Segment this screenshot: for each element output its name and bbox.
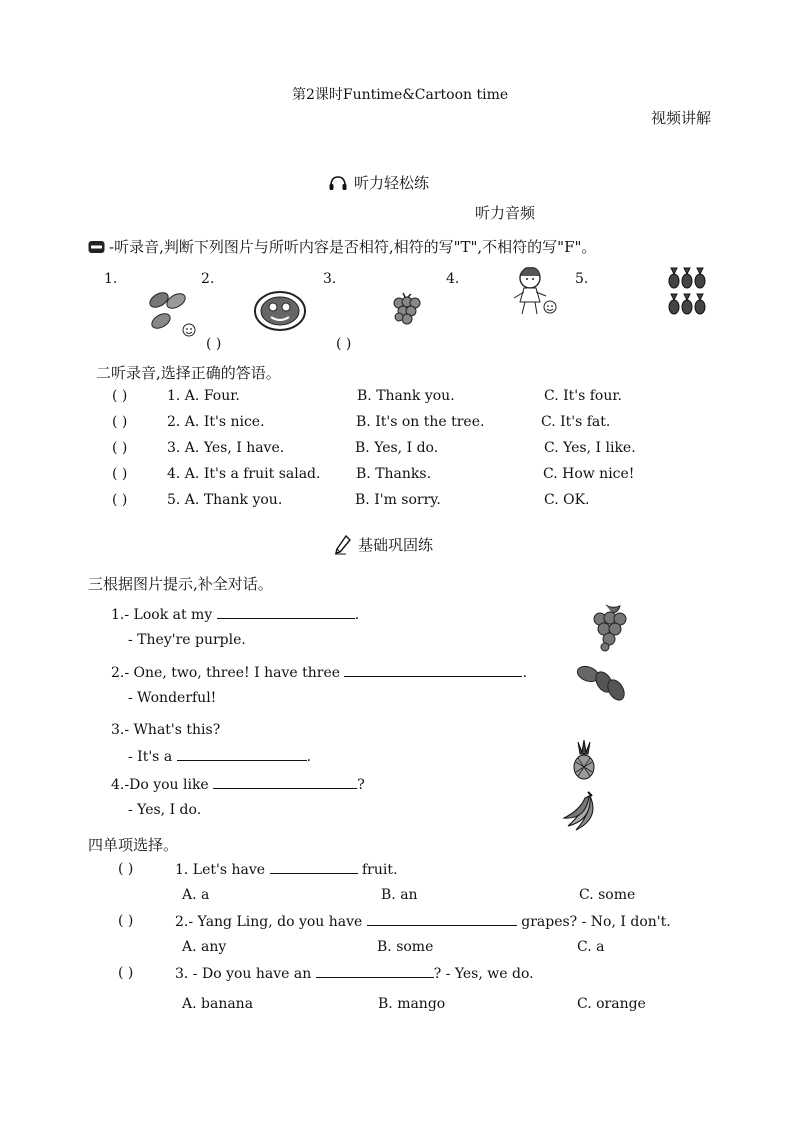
q4-item-1-option-a: A. a [182, 887, 210, 903]
pineapples-image [666, 266, 712, 318]
q4-paren-2[interactable]: ( ) [118, 913, 134, 929]
q4-item-2-stem [175, 913, 671, 930]
q2-option-c-4: C. How nice! [543, 466, 635, 482]
q4-item-1-option-b: B. an [381, 887, 418, 903]
headphones-icon [328, 174, 348, 192]
q2-option-b-1: B. Thank you. [357, 388, 455, 404]
pineapple-image [570, 740, 598, 780]
q3-item-2-question [111, 664, 527, 681]
q3-item-1-end: . [354, 607, 360, 623]
q1-number-2: 2. [201, 271, 215, 287]
q3-item-2-text: 2.- One, two, three! I have three [111, 665, 341, 681]
q3-item-4-answer: - Yes, I do. [128, 802, 202, 818]
q3-item-1-answer: - They're purple. [128, 632, 246, 648]
q4-item-1-option-c: C. some [579, 887, 636, 903]
q1-instruction [88, 236, 596, 257]
q3-item-3-answer-text: - It's a [128, 749, 173, 765]
section-basic-title: 基础巩固练 [358, 536, 434, 554]
q4-item-3-blank[interactable] [316, 965, 434, 978]
q2-option-a-5: 5. A. Thank you. [167, 492, 283, 508]
girl-smile-image [510, 266, 558, 318]
q4-item-1-stem-text: 1. Let's have [175, 862, 266, 878]
page-title: 第2课时Funtime&Cartoon time [292, 87, 509, 103]
q1-answer-paren-2[interactable]: ( ) [336, 336, 352, 352]
q2-paren-1[interactable]: ( ) [112, 388, 128, 404]
q3-item-3-answer [128, 748, 311, 765]
q3-item-2-blank[interactable] [344, 664, 522, 677]
q4-paren-1[interactable]: ( ) [118, 861, 134, 877]
q4-item-2-option-a: A. any [182, 939, 227, 955]
q3-item-4-text: 4.-Do you like [111, 777, 209, 793]
pencil-icon [334, 535, 352, 555]
q4-item-2-option-c: C. a [577, 939, 605, 955]
mangoes-smile-image [146, 287, 198, 339]
mangoes-image [574, 660, 628, 706]
q1-number-1: 1. [104, 271, 118, 287]
bananas-image [562, 790, 604, 834]
q4-item-1-blank[interactable] [270, 861, 358, 874]
q2-instruction: 二听录音,选择正确的答语。 [96, 364, 281, 382]
grapes-image [389, 291, 423, 329]
q3-item-4-question [111, 776, 365, 793]
grapes-image-2 [590, 603, 630, 653]
q4-instruction: 四单项选择。 [88, 836, 179, 854]
q2-option-b-4: B. Thanks. [356, 466, 432, 482]
section-listen-header [328, 172, 429, 193]
q4-item-1-stem [175, 861, 397, 878]
q2-paren-4[interactable]: ( ) [112, 466, 128, 482]
q2-option-c-5: C. OK. [544, 492, 590, 508]
video-explanation-link[interactable]: 视频讲解 [651, 109, 712, 127]
q3-item-1-text: 1.- Look at my [111, 607, 213, 623]
q1-instruction-text: -听录音,判断下列图片与所听内容是否相符,相符的写"T",不相符的写"F"。 [109, 238, 597, 256]
q4-item-3-option-a: A. banana [182, 996, 254, 1012]
audio-link[interactable]: 听力音频 [475, 204, 536, 222]
q2-option-a-1: 1. A. Four. [167, 388, 240, 404]
q1-number-3: 3. [323, 271, 337, 287]
q3-item-3-blank[interactable] [177, 748, 307, 761]
q4-item-3-stem-text: 3. - Do you have an [175, 966, 312, 982]
q3-item-4-end: ? [357, 777, 365, 793]
q1-answer-paren-1[interactable]: ( ) [206, 336, 222, 352]
q4-item-3-stem-end: ? - Yes, we do. [433, 966, 534, 982]
q1-number-4: 4. [446, 271, 460, 287]
q2-paren-5[interactable]: ( ) [112, 492, 128, 508]
q4-item-3-option-c: C. orange [577, 996, 646, 1012]
q4-item-2-stem-text: 2.- Yang Ling, do you have [175, 914, 363, 930]
q4-item-1-stem-end: fruit. [361, 862, 398, 878]
q4-paren-3[interactable]: ( ) [118, 965, 134, 981]
q2-option-a-4: 4. A. It's a fruit salad. [167, 466, 321, 482]
q2-option-a-2: 2. A. It's nice. [167, 414, 265, 430]
q2-option-c-2: C. It's fat. [541, 414, 611, 430]
section-basic-header [334, 534, 433, 555]
q4-item-3-stem [175, 965, 534, 982]
q2-option-b-2: B. It's on the tree. [356, 414, 485, 430]
q2-option-c-3: C. Yes, I like. [544, 440, 636, 456]
q3-item-1-blank[interactable] [217, 606, 355, 619]
q3-item-1-question [111, 606, 359, 623]
q4-item-3-option-b: B. mango [378, 996, 446, 1012]
q2-option-b-3: B. Yes, I do. [355, 440, 439, 456]
q1-number-5: 5. [575, 271, 589, 287]
q3-item-2-answer: - Wonderful! [128, 690, 217, 706]
q2-option-b-5: B. I'm sorry. [355, 492, 441, 508]
q2-paren-3[interactable]: ( ) [112, 440, 128, 456]
q4-item-2-option-b: B. some [377, 939, 434, 955]
section-listen-title: 听力轻松练 [354, 174, 430, 192]
audio-badge-icon [88, 240, 105, 254]
fruit-salad-plate-image [253, 290, 307, 332]
q3-instruction: 三根据图片提示,补全对话。 [88, 575, 273, 593]
q2-option-a-3: 3. A. Yes, I have. [167, 440, 285, 456]
q3-item-4-blank[interactable] [213, 776, 357, 789]
q4-item-2-blank[interactable] [367, 913, 517, 926]
q3-item-3-answer-end: . [306, 749, 312, 765]
q2-paren-2[interactable]: ( ) [112, 414, 128, 430]
q4-item-2-stem-end: grapes? - No, I don't. [521, 914, 671, 930]
q3-item-3-question: 3.- What's this? [111, 722, 221, 738]
q2-option-c-1: C. It's four. [544, 388, 622, 404]
q3-item-2-end: . [522, 665, 527, 681]
